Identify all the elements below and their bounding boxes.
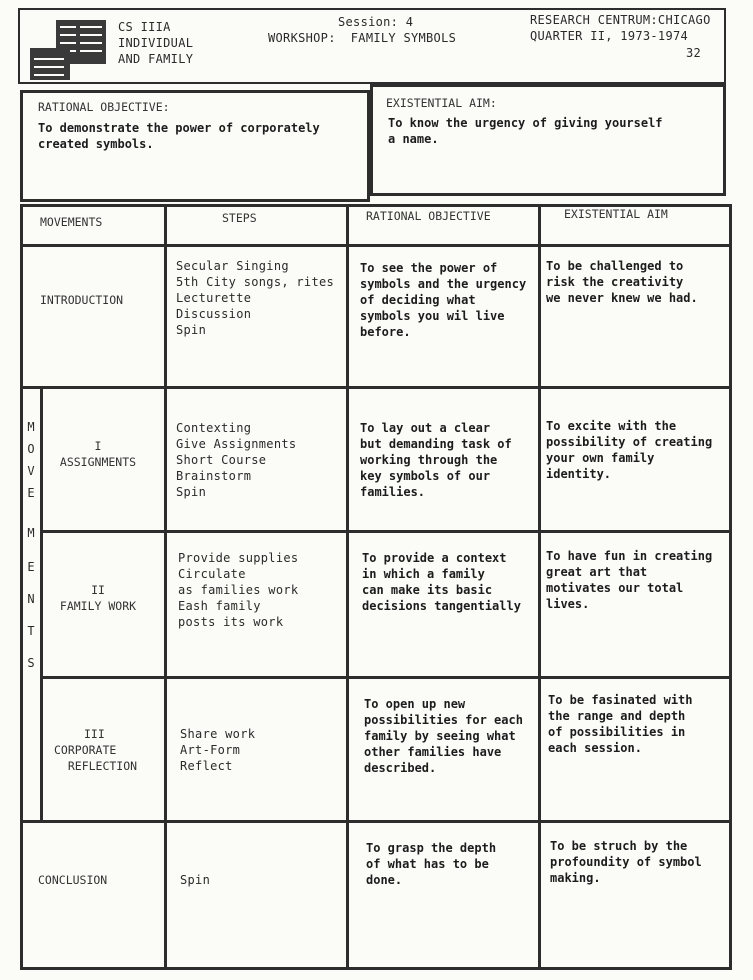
existential-aim-text bbox=[388, 115, 663, 147]
text-line: of what has to be bbox=[366, 857, 489, 871]
text-line: each session. bbox=[548, 741, 642, 755]
text-line: a name. bbox=[388, 132, 439, 146]
step-item: 5th City songs, rites bbox=[176, 275, 335, 289]
text-line: other families have bbox=[364, 745, 502, 759]
step-item: Share work bbox=[180, 727, 256, 741]
movement-number: II bbox=[91, 583, 105, 597]
text-line: To grasp the depth bbox=[366, 841, 497, 855]
step-item: Spin bbox=[176, 485, 207, 499]
movement-title: CORPORATE bbox=[54, 743, 117, 757]
text-line: To excite with the bbox=[546, 419, 677, 433]
col-divider-1 bbox=[164, 204, 167, 970]
row-divider-3 bbox=[42, 676, 732, 679]
vertical-letter: E bbox=[27, 486, 35, 500]
existential-aim-label: EXISTENTIAL AIM: bbox=[386, 96, 497, 110]
vertical-letter: M bbox=[27, 526, 35, 540]
text-line: symbols and the urgency bbox=[360, 277, 527, 291]
step-item: Lecturette bbox=[176, 291, 252, 305]
text-line: before. bbox=[360, 325, 411, 339]
row-divider-4 bbox=[20, 820, 732, 823]
text-line: To see the power of bbox=[360, 261, 498, 275]
text-line: To demonstrate the power of corporately bbox=[38, 121, 320, 135]
row-divider-2 bbox=[42, 530, 732, 533]
movement-number: III bbox=[84, 727, 105, 741]
step-item: Reflect bbox=[180, 759, 233, 773]
text-line: making. bbox=[550, 871, 601, 885]
movement-number: I bbox=[94, 439, 102, 453]
step-item: Brainstorm bbox=[176, 469, 252, 483]
text-line: decisions tangentially bbox=[362, 599, 521, 613]
row-divider-1 bbox=[20, 386, 732, 389]
workshop-title: WORKSHOP: FAMILY SYMBOLS bbox=[268, 31, 457, 45]
rational-assignments bbox=[360, 420, 512, 500]
step-item: as families work bbox=[178, 583, 299, 597]
steps-corporate-reflection bbox=[180, 726, 255, 774]
existential-assignments bbox=[546, 418, 712, 482]
existential-conclusion bbox=[550, 838, 702, 886]
text-line: of deciding what bbox=[360, 293, 476, 307]
movement-title: ASSIGNMENTS bbox=[59, 455, 137, 469]
text-line: To provide a context bbox=[362, 551, 507, 565]
text-line: key symbols of our bbox=[360, 469, 491, 483]
steps-introduction bbox=[176, 258, 334, 338]
col-divider-2 bbox=[346, 204, 349, 970]
text-line: To lay out a clear bbox=[360, 421, 491, 435]
step-item: posts its work bbox=[178, 615, 284, 629]
text-line: To open up new bbox=[364, 697, 466, 711]
existential-corporate-reflection bbox=[548, 692, 693, 756]
quarter-label: QUARTER II, 1973-1974 bbox=[530, 29, 689, 43]
steps-conclusion bbox=[180, 872, 210, 888]
step-item: Circulate bbox=[178, 567, 246, 581]
course-line: INDIVIDUAL bbox=[118, 36, 194, 50]
step-item: Spin bbox=[180, 873, 211, 887]
movement-title: FAMILY WORK bbox=[59, 599, 137, 613]
rational-family-work bbox=[362, 550, 521, 614]
vertical-letter: S bbox=[27, 656, 35, 670]
text-line: possibility of creating bbox=[546, 435, 713, 449]
research-centrum: RESEARCH CENTRUM:CHICAGO bbox=[530, 13, 711, 27]
step-item: Discussion bbox=[176, 307, 252, 321]
text-line: but demanding task of bbox=[360, 437, 512, 451]
rational-conclusion bbox=[366, 840, 496, 888]
col-header-movements: MOVEMENTS bbox=[40, 215, 103, 229]
text-line: To be struch by the bbox=[550, 839, 688, 853]
step-item: Secular Singing bbox=[176, 259, 289, 273]
step-item: Art-Form bbox=[180, 743, 241, 757]
text-line: described. bbox=[364, 761, 437, 775]
vertical-letter: M bbox=[27, 420, 35, 434]
col-header-steps: STEPS bbox=[222, 211, 257, 225]
vertical-letter: E bbox=[27, 560, 35, 574]
text-line: To be fasinated with bbox=[548, 693, 693, 707]
movement-assignments bbox=[50, 438, 146, 470]
text-line: lives. bbox=[546, 597, 590, 611]
rational-objective-text bbox=[38, 120, 320, 152]
rational-objective-label: RATIONAL OBJECTIVE: bbox=[38, 100, 170, 114]
text-line: can make its basic bbox=[362, 583, 493, 597]
text-line: motivates our total bbox=[546, 581, 684, 595]
text-line: symbols you wil live bbox=[360, 309, 505, 323]
steps-assignments bbox=[176, 420, 296, 500]
text-line: risk the creativity bbox=[546, 275, 684, 289]
movement-conclusion: CONCLUSION bbox=[38, 873, 108, 887]
text-line: in which a family bbox=[362, 567, 485, 581]
text-line: families. bbox=[360, 485, 426, 499]
text-line: To know the urgency of giving yourself bbox=[388, 116, 663, 130]
text-line: of possibilities in bbox=[548, 725, 686, 739]
col-header-rational: RATIONAL OBJECTIVE bbox=[366, 209, 491, 223]
vertical-letter: V bbox=[27, 464, 35, 478]
course-title bbox=[118, 19, 193, 67]
movement-introduction: INTRODUCTION bbox=[40, 293, 124, 307]
text-line: your own family bbox=[546, 451, 655, 465]
course-line: CS IIIA bbox=[118, 20, 171, 34]
text-line: To be challenged to bbox=[546, 259, 684, 273]
page-number: 32 bbox=[686, 46, 702, 60]
text-line: possibilities for each bbox=[364, 713, 523, 727]
col-header-existential: EXISTENTIAL AIM bbox=[564, 207, 668, 221]
step-item: Give Assignments bbox=[176, 437, 297, 451]
movement-corporate-reflection bbox=[54, 726, 137, 774]
existential-family-work bbox=[546, 548, 712, 612]
col-divider-3 bbox=[538, 204, 541, 970]
text-line: created symbols. bbox=[38, 137, 154, 151]
session-label: Session: 4 bbox=[338, 15, 414, 29]
vertical-letter: O bbox=[27, 442, 35, 456]
movement-title: REFLECTION bbox=[54, 759, 138, 773]
course-line: AND FAMILY bbox=[118, 52, 194, 66]
movements-strip-divider bbox=[40, 386, 43, 822]
step-item: Short Course bbox=[176, 453, 267, 467]
text-line: profoundity of symbol bbox=[550, 855, 702, 869]
text-line: identity. bbox=[546, 467, 612, 481]
step-item: Contexting bbox=[176, 421, 252, 435]
header-row-divider bbox=[20, 244, 732, 247]
rational-introduction bbox=[360, 260, 526, 340]
text-line: done. bbox=[366, 873, 403, 887]
text-line: the range and depth bbox=[548, 709, 686, 723]
movement-family-work bbox=[48, 582, 148, 614]
vertical-letter: N bbox=[27, 592, 35, 606]
steps-family-work bbox=[178, 550, 298, 630]
text-line: great art that bbox=[546, 565, 648, 579]
document-logo bbox=[30, 20, 106, 80]
rational-corporate-reflection bbox=[364, 696, 523, 776]
step-item: Spin bbox=[176, 323, 207, 337]
step-item: Eash family bbox=[178, 599, 261, 613]
text-line: family by seeing what bbox=[364, 729, 516, 743]
text-line: we never knew we had. bbox=[546, 291, 698, 305]
existential-introduction bbox=[546, 258, 698, 306]
step-item: Provide supplies bbox=[178, 551, 299, 565]
text-line: To have fun in creating bbox=[546, 549, 713, 563]
text-line: working through the bbox=[360, 453, 498, 467]
vertical-letter: T bbox=[27, 624, 35, 638]
